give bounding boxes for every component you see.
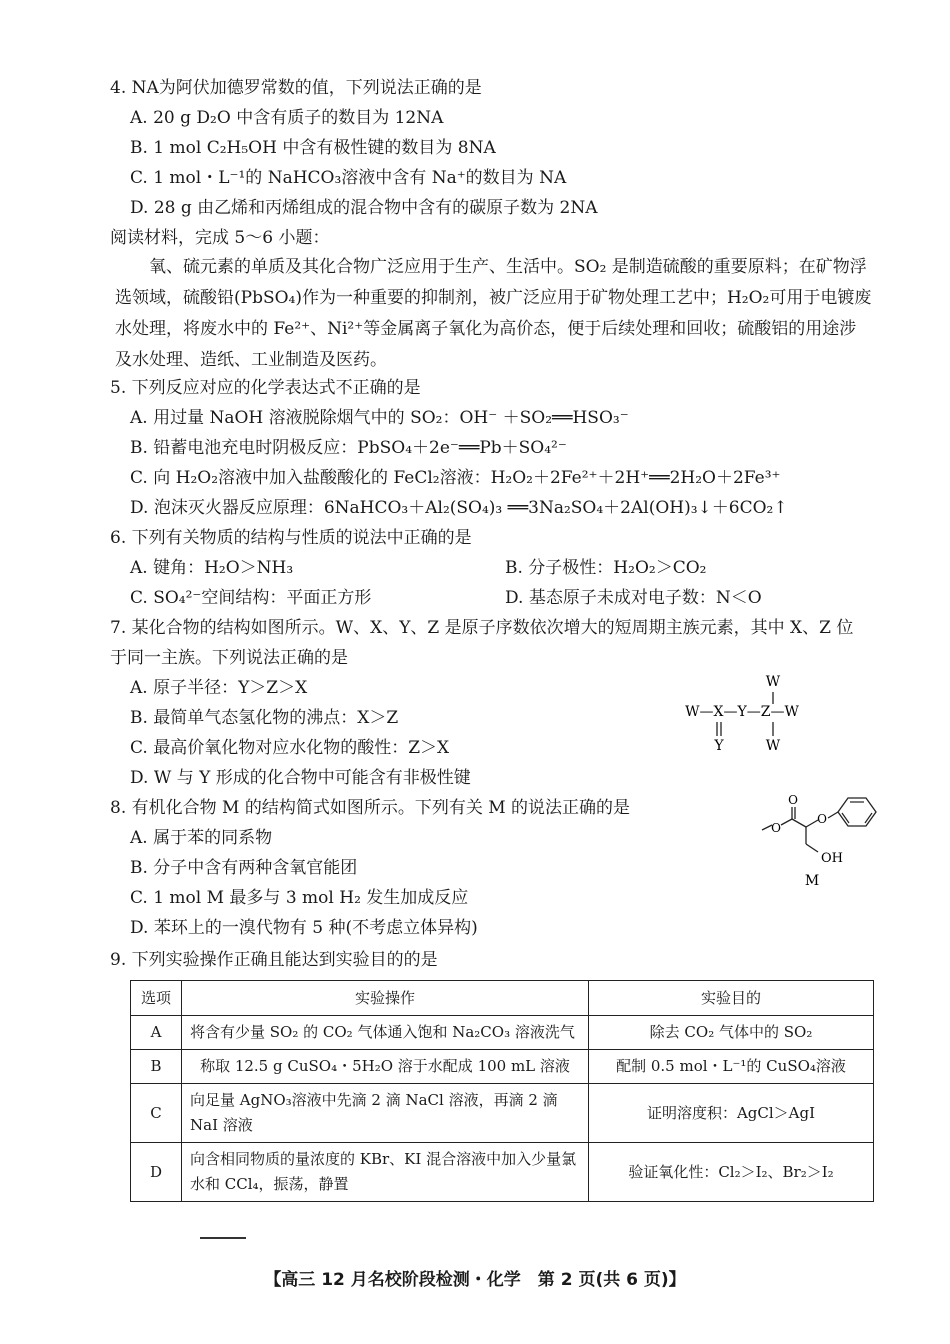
q7-option-a: A. 原子半径：Y＞Z＞X bbox=[130, 678, 308, 698]
header-operation: 实验操作 bbox=[182, 981, 589, 1016]
table-row bbox=[131, 1084, 874, 1143]
ester-o-single: O bbox=[771, 821, 781, 835]
q8-option-a: A. 属于苯的同系物 bbox=[130, 828, 273, 848]
ch2-oh-bond bbox=[806, 844, 818, 852]
row-c-goal: 证明溶度积：AgCl＞AgI bbox=[589, 1084, 874, 1143]
row-b-goal: 配制 0.5 mol・L⁻¹的 CuSO₄溶液 bbox=[589, 1050, 874, 1084]
header-goal: 实验目的 bbox=[589, 981, 874, 1016]
table-row bbox=[131, 1050, 874, 1084]
row-b-id: B bbox=[131, 1050, 182, 1084]
table-header-row bbox=[131, 981, 874, 1016]
o-phenyl-bond bbox=[828, 812, 838, 818]
q6-option-b: B. 分子极性：H₂O₂＞CO₂ bbox=[505, 558, 707, 578]
row-a-goal: 除去 CO₂ 气体中的 SO₂ bbox=[589, 1016, 874, 1050]
q7-option-b: B. 最简单气态氢化物的沸点：X＞Z bbox=[130, 708, 399, 728]
q5-option-a: A. 用过量 NaOH 溶液脱除烟气中的 SO₂：OH⁻ ＋SO₂══HSO₃⁻ bbox=[130, 408, 629, 428]
q4-option-d: D. 28 g 由乙烯和丙烯组成的混合物中含有的碳原子数为 2NA bbox=[130, 198, 598, 218]
header-option: 选项 bbox=[131, 981, 182, 1016]
q8-option-d: D. 苯环上的一溴代物有 5 种(不考虑立体异构) bbox=[130, 918, 478, 938]
row-b-operation: 称取 12.5 g CuSO₄・5H₂O 溶于水配成 100 mL 溶液 bbox=[182, 1050, 589, 1084]
q4-option-b: B. 1 mol C₂H₅OH 中含有极性键的数目为 8NA bbox=[130, 138, 496, 158]
q4-option-a: A. 20 g D₂O 中含有质子的数目为 12NA bbox=[130, 108, 444, 128]
hydroxyl-label: OH bbox=[821, 851, 843, 866]
page-footer: 【高三 12 月名校阶段检测・化学 第 2 页(共 6 页)】 bbox=[264, 1270, 686, 1290]
row-a-id: A bbox=[131, 1016, 182, 1050]
q8-option-b: B. 分子中含有两种含氧官能团 bbox=[130, 858, 358, 878]
row-d-operation: 向含相同物质的量浓度的 KBr、KI 混合溶液中加入少量氯水和 CCl₄，振荡，静置 bbox=[182, 1143, 589, 1202]
o-carbonyl-bond bbox=[781, 819, 792, 825]
row-c-operation: 向足量 AgNO₃溶液中先滴 2 滴 NaCl 溶液，再滴 2 滴 NaI 溶液 bbox=[182, 1084, 589, 1143]
q5-option-d: D. 泡沫灭火器反应原理：6NaHCO₃＋Al₂(SO₄)₃ ══3Na₂SO₄＋2Al(OH)₃↓＋6CO₂↑ bbox=[130, 498, 788, 518]
q7-structure-diagram bbox=[670, 668, 830, 760]
q8-molecule-diagram bbox=[752, 792, 892, 892]
row-d-id: D bbox=[131, 1143, 182, 1202]
molecule-label-m: M bbox=[804, 873, 820, 889]
row-c-id: C bbox=[131, 1084, 182, 1143]
row-a-operation: 将含有少量 SO₂ 的 CO₂ 气体通入饱和 Na₂CO₃ 溶液洗气 bbox=[182, 1016, 589, 1050]
reading-body: 氧、硫元素的单质及其化合物广泛应用于生产、生活中。SO₂ 是制造硫酸的重要原料；在矿物浮选领域，硫酸铅(PbSO₄)作为一种重要的抑制剂，被广泛应用于矿物处理工艺中；H₂O₂可用于电镀废水处理，将废水中的 Fe²⁺、Ni²⁺等金属离子氧化为高价态，便于后续处理和回收；硫酸铝的用途涉及水处理、造纸、工业制造及医药。 bbox=[115, 257, 872, 370]
q8-option-c: C. 1 mol M 最多与 3 mol H₂ 发生加成反应 bbox=[130, 888, 469, 908]
q4-stem: 4. NA为阿伏加德罗常数的值，下列说法正确的是 bbox=[110, 78, 482, 98]
q7-stem-line1: 7. 某化合物的结构如图所示。W、X、Y、Z 是原子序数依次增大的短周期主族元素，其中 X、Z 位 bbox=[110, 618, 854, 638]
row-d-goal: 验证氧化性：Cl₂＞I₂、Br₂＞I₂ bbox=[589, 1143, 874, 1202]
q8-stem: 8. 有机化合物 M 的结构简式如图所示。下列有关 M 的说法正确的是 bbox=[110, 798, 631, 818]
q7-option-c: C. 最高价氧化物对应水化物的酸性：Z＞X bbox=[130, 738, 450, 758]
q7-option-d: D. W 与 Y 形成的化合物中可能含有非极性键 bbox=[130, 768, 471, 788]
table-row bbox=[131, 1016, 874, 1050]
carbonyl-o: O bbox=[788, 793, 798, 807]
q7-atom-w-bottom: W bbox=[765, 738, 781, 754]
q7-atom-y-bottom: Y bbox=[714, 738, 724, 754]
q5-option-b: B. 铅蓄电池充电时阴极反应：PbSO₄＋2e⁻══Pb＋SO₄²⁻ bbox=[130, 438, 567, 458]
q4-option-c: C. 1 mol・L⁻¹的 NaHCO₃溶液中含有 Na⁺的数目为 NA bbox=[130, 168, 567, 188]
decorative-underline bbox=[200, 1237, 246, 1239]
q5-option-c: C. 向 H₂O₂溶液中加入盐酸酸化的 FeCl₂溶液：H₂O₂＋2Fe²⁺＋2H⁺══2H₂O＋2Fe³⁺ bbox=[130, 468, 781, 488]
q7-main-chain: W—X—Y—Z—W bbox=[685, 704, 799, 720]
q6-stem: 6. 下列有关物质的结构与性质的说法中正确的是 bbox=[110, 528, 472, 548]
q7-stem-line2: 于同一主族。下列说法正确的是 bbox=[110, 648, 348, 668]
experiment-table bbox=[130, 980, 874, 1202]
q6-option-a: A. 键角：H₂O＞NH₃ bbox=[130, 558, 294, 578]
q7-atom-w-top: W bbox=[765, 674, 781, 690]
reading-heading: 阅读材料，完成 5～6 小题： bbox=[110, 228, 330, 248]
table-row bbox=[131, 1143, 874, 1202]
q6-option-d: D. 基态原子未成对电子数：N＜O bbox=[505, 588, 762, 608]
ether-o: O bbox=[817, 812, 827, 826]
q5-stem: 5. 下列反应对应的化学表达式不正确的是 bbox=[110, 378, 421, 398]
q6-option-c: C. SO₄²⁻空间结构：平面正方形 bbox=[130, 588, 372, 608]
q9-stem: 9. 下列实验操作正确且能达到实验目的的是 bbox=[110, 950, 438, 970]
carbonyl-ch-bond bbox=[792, 819, 806, 827]
